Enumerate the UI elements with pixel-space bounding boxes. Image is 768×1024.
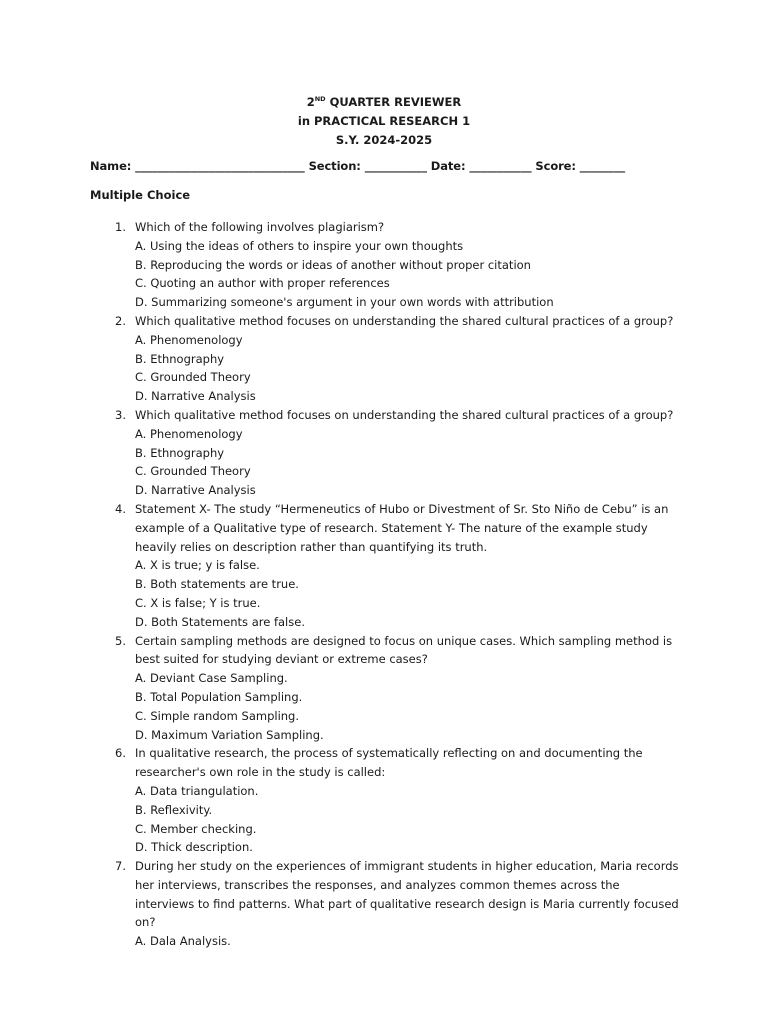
option-a: A. Using the ideas of others to inspire your own thoughts xyxy=(135,238,464,253)
question-text: Which qualitative method focuses on understanding the shared cultural practices of a group? xyxy=(135,407,674,422)
question-number: 5. xyxy=(115,633,126,648)
question-text: Certain sampling methods are designed to focus on unique cases. Which sampling method is best suited for studying deviant or extreme cases? xyxy=(135,633,673,667)
option-d: D. Narrative Analysis xyxy=(135,483,256,498)
option-d: D. Thick description. xyxy=(135,840,253,855)
option-b: B. Ethnography xyxy=(135,445,225,460)
option-d: D. Narrative Analysis xyxy=(135,389,256,404)
question-body xyxy=(135,312,680,406)
question-item xyxy=(0,406,768,500)
option-b: B. Reproducing the words or ideas of another without proper citation xyxy=(135,257,531,272)
option-d: D. Maximum Variation Sampling. xyxy=(135,727,324,742)
question-number: 3. xyxy=(115,407,126,422)
header-title-superscript: ND xyxy=(314,95,326,104)
question-number: 4. xyxy=(115,501,126,516)
question-item xyxy=(0,312,768,406)
option-c: C. Simple random Sampling. xyxy=(135,708,300,723)
header-school-year: S.Y. 2024-2025 xyxy=(335,133,433,147)
question-list xyxy=(0,218,768,951)
student-info-line: Name: ______________________________ Section: ___________ Date: ___________ Score: ________ xyxy=(90,159,625,173)
question-number: 2. xyxy=(115,313,126,328)
option-d: D. Summarizing someone's argument in your own words with attribution xyxy=(135,295,554,310)
section-title: Multiple Choice xyxy=(90,188,191,202)
question-item xyxy=(0,744,768,857)
question-item xyxy=(0,500,768,632)
option-a: A. Dala Analysis. xyxy=(135,934,231,949)
option-a: A. Deviant Case Sampling. xyxy=(135,671,288,686)
header-title-rest: QUARTER REVIEWER xyxy=(325,95,462,109)
question-body xyxy=(135,406,680,500)
option-c: C. Quoting an author with proper references xyxy=(135,276,390,291)
question-text: Which of the following involves plagiarism? xyxy=(135,220,385,234)
option-a: A. Data triangulation. xyxy=(135,783,259,798)
question-text: Which qualitative method focuses on understanding the shared cultural practices of a group? xyxy=(135,313,674,328)
question-text: Statement X- The study “Hermeneutics of Hubo or Divestment of Sr. Sto Niño de Cebu” is an example of a Qualitative type of research. Statement Y- The nature of the example study heavily relies on description rather than quantifying its truth. xyxy=(135,501,669,554)
question-number: 7. xyxy=(115,859,126,874)
question-body xyxy=(135,857,680,951)
header-title xyxy=(0,93,768,112)
option-a: A. X is true; y is false. xyxy=(135,558,260,573)
question-item xyxy=(0,857,768,951)
question-item xyxy=(0,218,768,312)
question-body xyxy=(135,632,680,745)
option-b: B. Reflexivity. xyxy=(135,802,213,817)
question-text: In qualitative research, the process of systematically reflecting on and documenting the researcher's own role in the study is called: xyxy=(135,746,643,780)
option-d: D. Both Statements are false. xyxy=(135,614,305,629)
question-body xyxy=(135,744,680,857)
question-item xyxy=(0,632,768,745)
option-b: B. Ethnography xyxy=(135,351,225,366)
option-b: B. Total Population Sampling. xyxy=(135,689,303,704)
question-number: 1. xyxy=(115,220,126,234)
document-header xyxy=(0,93,768,150)
question-number: 6. xyxy=(115,746,126,761)
option-c: C. Grounded Theory xyxy=(135,370,251,385)
option-a: A. Phenomenology xyxy=(135,332,243,347)
header-title-number: 2 xyxy=(306,95,315,109)
question-body xyxy=(135,218,680,312)
header-subject: in PRACTICAL RESEARCH 1 xyxy=(297,114,471,128)
option-c: C. Grounded Theory xyxy=(135,464,251,479)
option-c: C. X is false; Y is true. xyxy=(135,595,261,610)
question-text: During her study on the experiences of immigrant students in higher education, Maria records her interviews, transcribes the responses, and analyzes common themes across the interviews to find patterns. What part of qualitative research design is Maria currently focused on? xyxy=(135,859,679,930)
option-c: C. Member checking. xyxy=(135,821,257,836)
option-b: B. Both statements are true. xyxy=(135,577,299,592)
option-a: A. Phenomenology xyxy=(135,426,243,441)
question-body xyxy=(135,500,680,632)
